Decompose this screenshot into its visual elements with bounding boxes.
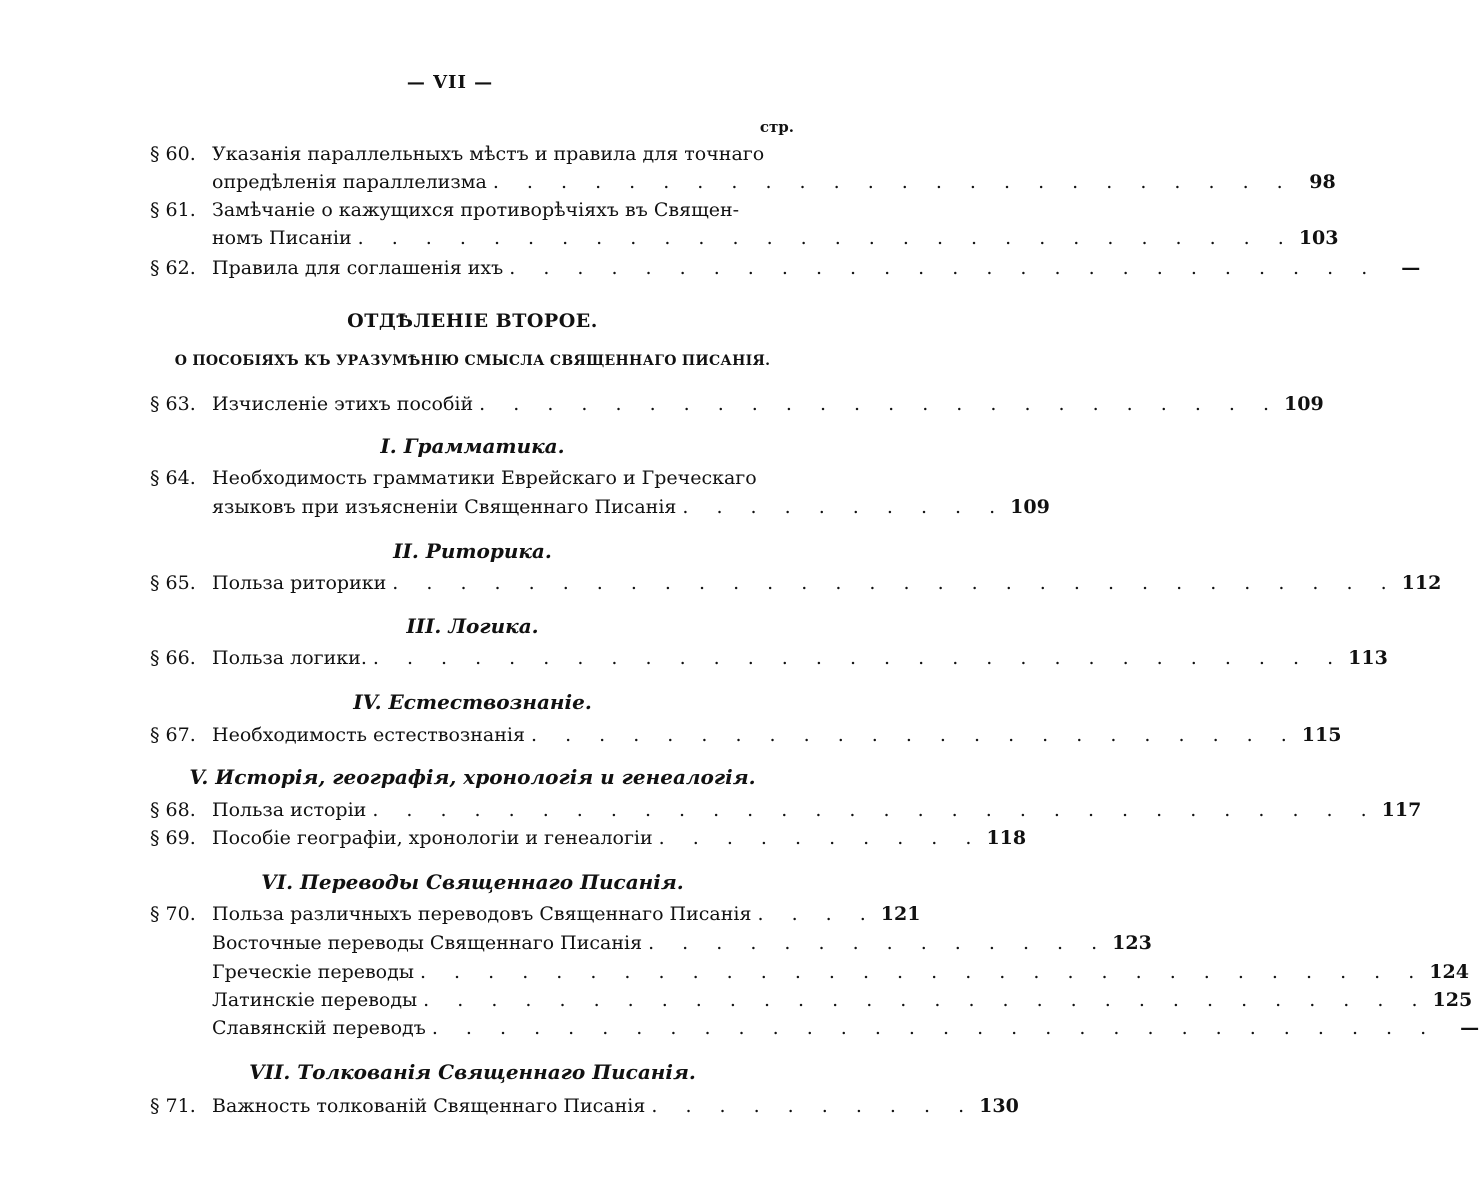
- page-ref: 117: [1381, 799, 1422, 821]
- toc-line: [150, 1095, 1019, 1125]
- section-number: § 70.: [150, 903, 196, 925]
- entry-text: Польза различныхъ переводовъ Священнаго Писанія: [212, 903, 752, 925]
- division-title: ОТДѢЛЕНІЕ ВТОРОЕ.: [347, 310, 598, 332]
- toc-line: [150, 572, 1442, 602]
- entry-text: номъ Писаніи: [212, 227, 352, 249]
- toc-line: [150, 827, 1027, 857]
- pages-column-label: стр.: [759, 118, 794, 136]
- dot-leader: . . . . . . . . . .: [682, 496, 1007, 518]
- section-number: § 66.: [150, 647, 196, 669]
- dot-leader: . . . . . . . . . . . . . .: [648, 932, 1109, 954]
- subsection-title: III. Логика.: [406, 614, 539, 638]
- page-ref: 103: [1298, 227, 1339, 249]
- division-subtitle: О ПОСОБІЯХЪ КЪ УРАЗУМѢНІЮ СМЫСЛА СВЯЩЕННАГО ПИСАНІЯ.: [174, 353, 771, 369]
- page-ref: 109: [1284, 393, 1324, 415]
- toc-line: [150, 989, 1473, 1019]
- dot-leader: . . . . . . . . . .: [658, 827, 983, 849]
- subsection-title: II. Риторика.: [393, 539, 552, 563]
- page-ref: 98: [1309, 171, 1336, 193]
- page-ref: 121: [880, 903, 921, 925]
- toc-line: [150, 961, 1469, 991]
- subsection-title: V. Исторія, географія, хронологія и генеалогія.: [189, 765, 756, 789]
- toc-line: [150, 647, 1388, 677]
- section-number: § 69.: [150, 827, 196, 849]
- toc-line: [150, 227, 1339, 257]
- dot-leader: . . . . . . . . . . . . . . . . . . . . . . . . . . . . . .: [372, 799, 1378, 821]
- page-ref: 112: [1401, 572, 1442, 594]
- dot-leader: . . . . . . . . . . . . . . . . . . . . . . . . . . . . . .: [392, 572, 1398, 594]
- page-ref: 118: [986, 827, 1027, 849]
- entry-text: Греческіе переводы: [212, 961, 414, 983]
- dot-leader: . . . . . . . . . . . . . . . . . . . . . . . . . . . . . .: [431, 1017, 1438, 1039]
- toc-line: [150, 393, 1324, 423]
- section-number: § 67.: [150, 724, 196, 746]
- toc-line: [150, 467, 795, 497]
- dot-leader: . . . . . . . . . . . . . . . . . . . . . . . .: [479, 393, 1281, 415]
- dot-leader: . . . . . . . . . .: [651, 1095, 976, 1117]
- entry-text: Польза риторики: [212, 572, 387, 594]
- toc-line: [150, 257, 1421, 287]
- subsection-title: VI. Переводы Священнаго Писанія.: [261, 870, 684, 894]
- page-ref: 130: [979, 1095, 1019, 1117]
- dot-leader: . . . . . . . . . . . . . . . . . . . . . . . . . . . . . .: [419, 961, 1426, 983]
- entry-text: Необходимость грамматики Еврейскаго и Греческаго: [212, 467, 757, 489]
- page-number: — VII —: [406, 72, 494, 93]
- entry-text: Латинскіе переводы: [212, 989, 418, 1011]
- page-ref: 113: [1348, 647, 1388, 669]
- entry-text: Изчисленіе этихъ пособій: [212, 393, 474, 415]
- dot-leader: . . . . . . . . . . . . . . . . . . . . . . . .: [492, 171, 1294, 193]
- section-number: § 71.: [150, 1095, 196, 1117]
- entry-text: опредѣленія параллелизма: [212, 171, 487, 193]
- entry-text: Важность толкованій Священнаго Писанія: [212, 1095, 646, 1117]
- toc-line: [150, 143, 795, 173]
- dot-leader: . . . . . . . . . . . . . . . . . . . . . . . . . . . . . .: [423, 989, 1429, 1011]
- toc-line: [150, 496, 1050, 526]
- section-number: § 64.: [150, 467, 196, 489]
- toc-line: [150, 171, 1336, 201]
- page-ref: 115: [1301, 724, 1342, 746]
- page-ref: 123: [1112, 932, 1152, 954]
- section-number: § 68.: [150, 799, 196, 821]
- section-number: § 65.: [150, 572, 196, 594]
- section-number: § 60.: [150, 143, 196, 165]
- entry-text: Славянскій переводъ: [212, 1017, 426, 1039]
- subsection-title: IV. Естествознаніе.: [353, 690, 592, 714]
- subsection-title: I. Грамматика.: [380, 434, 565, 458]
- toc-line: [150, 799, 1422, 829]
- section-number: § 63.: [150, 393, 196, 415]
- page-ref: —: [1401, 257, 1421, 279]
- entry-text: Польза исторіи: [212, 799, 367, 821]
- dot-leader: . . . .: [757, 903, 877, 925]
- entry-text: Пособіе географіи, хронологіи и генеалогіи: [212, 827, 653, 849]
- dot-leader: . . . . . . . . . . . . . . . . . . . . . . . . . .: [509, 257, 1379, 279]
- subsection-title: VII. Толкованія Священнаго Писанія.: [249, 1060, 696, 1084]
- page-ref: 125: [1432, 989, 1473, 1011]
- toc-line: [150, 1017, 1479, 1047]
- toc-line: [150, 199, 795, 229]
- section-number: § 61.: [150, 199, 196, 221]
- page-ref: 124: [1429, 961, 1469, 983]
- dot-leader: . . . . . . . . . . . . . . . . . . . . . . . . . . . .: [357, 227, 1295, 249]
- toc-line: [150, 932, 1152, 962]
- entry-text: Польза логики.: [212, 647, 367, 669]
- page-ref: —: [1460, 1017, 1479, 1039]
- entry-text: Правила для соглашенія ихъ: [212, 257, 504, 279]
- entry-text: Восточные переводы Священнаго Писанія: [212, 932, 643, 954]
- toc-line: [150, 724, 1342, 754]
- entry-text: Замѣчаніе о кажущихся противорѣчіяхъ въ Священ-: [212, 199, 740, 221]
- page-ref: 109: [1010, 496, 1050, 518]
- entry-text: языковъ при изъясненіи Священнаго Писанія: [212, 496, 677, 518]
- dot-leader: . . . . . . . . . . . . . . . . . . . . . . . . . . . . .: [372, 647, 1345, 669]
- section-number: § 62.: [150, 257, 196, 279]
- dot-leader: . . . . . . . . . . . . . . . . . . . . . . .: [530, 724, 1298, 746]
- toc-line: [150, 903, 921, 933]
- entry-text: Указанія параллельныхъ мѣстъ и правила для точнаго: [212, 143, 765, 165]
- entry-text: Необходимость естествознанія: [212, 724, 525, 746]
